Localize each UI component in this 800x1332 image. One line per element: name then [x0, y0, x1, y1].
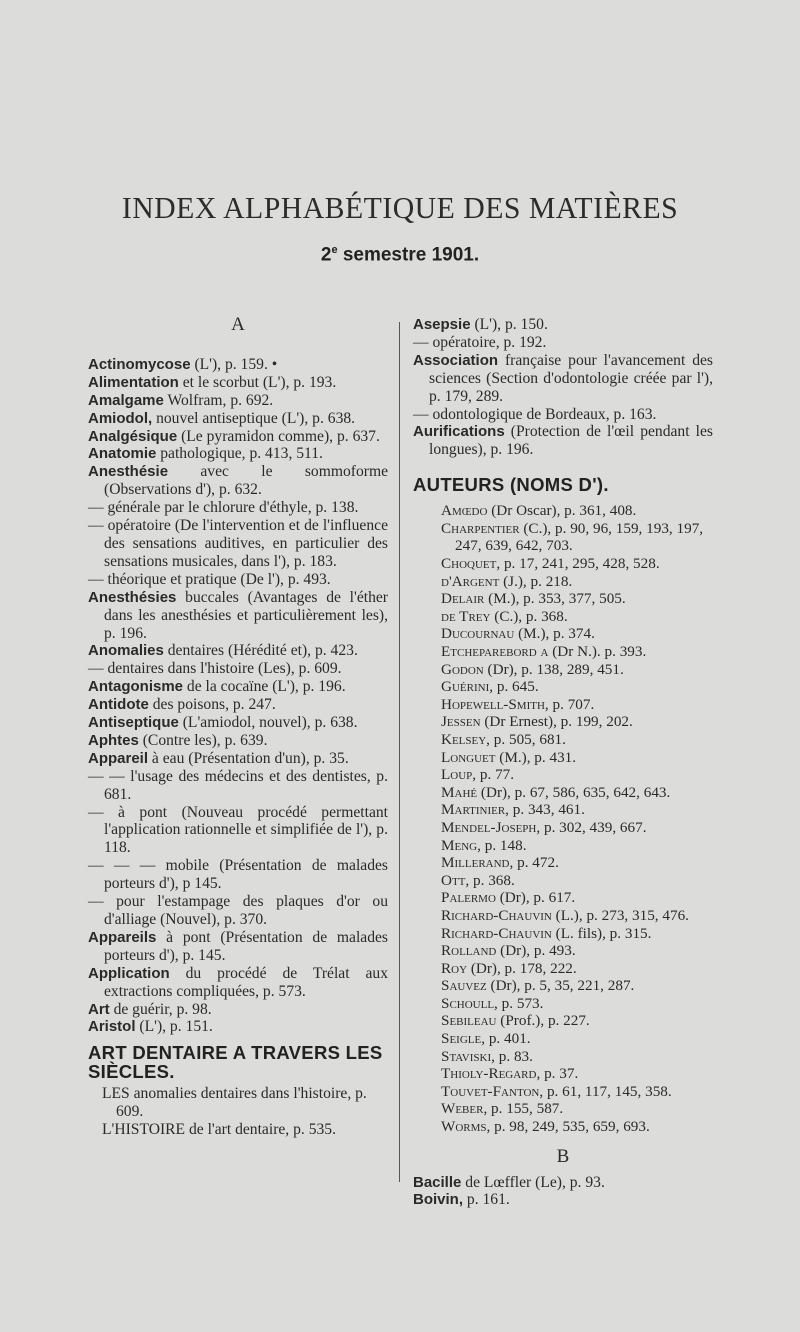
author-entry — [413, 977, 713, 995]
index-entry — [88, 445, 388, 463]
author-entry — [413, 907, 713, 925]
author-pages: p. 155, 587. — [487, 1100, 564, 1118]
author-name: Jessen — [441, 713, 481, 731]
entry-text: avec le sommoforme (Observations d'), p. 632. — [104, 463, 388, 499]
author-pages: (Dr Oscar), p. 361, 408. — [487, 502, 637, 520]
author-entry — [413, 889, 713, 907]
index-entry — [413, 1191, 713, 1209]
right-entries — [413, 316, 713, 459]
author-entry — [413, 801, 713, 819]
index-entry — [88, 517, 388, 571]
entry-headword: Anomalies — [88, 642, 164, 660]
author-entry — [413, 819, 713, 837]
index-entry — [88, 499, 388, 517]
author-name: Schoull, — [441, 994, 498, 1012]
author-name: Guérini, — [441, 678, 494, 696]
entry-headword: Association — [413, 351, 499, 369]
author-pages: (M.), p. 431. — [495, 748, 577, 766]
author-name: Seigle, — [441, 1030, 486, 1048]
author-pages: (Dr Ernest), p. 199, 202. — [480, 713, 633, 731]
author-name: Ott, — [441, 871, 470, 889]
author-entry — [413, 608, 713, 626]
author-pages: (Dr), p. 67, 586, 635, 642, 643. — [477, 783, 671, 801]
entry-headword: Anesthésie — [88, 463, 169, 481]
author-name: Loup, — [441, 766, 477, 784]
entry-text: p. 161. — [463, 1191, 510, 1209]
entry-headword: Aurifications — [413, 423, 505, 441]
author-name: Millerand, — [441, 854, 514, 872]
entry-text: (L'), p. 151. — [135, 1018, 213, 1036]
entry-text: de Lœffler (Le), p. 93. — [461, 1173, 605, 1191]
author-pages: (Dr), p. 617. — [495, 889, 576, 907]
entry-headword: Asepsie — [413, 316, 471, 333]
index-entry — [88, 392, 388, 410]
author-entry — [413, 696, 713, 714]
author-name: Amœdo — [441, 502, 488, 520]
author-pages: p. 343, 461. — [508, 801, 585, 819]
author-pages: p. 77. — [476, 766, 515, 784]
entry-headword: Application — [88, 964, 170, 982]
entry-text: (L'amiodol, nouvel), p. 638. — [178, 714, 358, 732]
entry-headword: Actinomycose — [88, 355, 191, 373]
entry-text: — odontologique de Bordeaux, p. 163. — [413, 405, 657, 423]
author-name: Touvet-Fanton, — [441, 1082, 544, 1100]
entry-text: de la cocaïne (L'), p. 196. — [183, 678, 346, 696]
index-entry — [413, 423, 713, 459]
author-entry — [413, 573, 713, 591]
author-pages: p. 83. — [494, 1047, 533, 1065]
entry-text: à pont (Présentation de malades porteurs d'), p. 145. — [104, 928, 388, 964]
author-pages: p. 573. — [497, 994, 544, 1012]
section-notes — [88, 1085, 388, 1139]
author-pages: (Dr), p. 5, 35, 221, 287. — [486, 977, 635, 995]
author-entry — [413, 925, 713, 943]
author-entry — [413, 1030, 713, 1048]
author-entry — [413, 590, 713, 608]
entry-headword: Art — [88, 1000, 110, 1018]
author-pages: p. 302, 439, 667. — [540, 818, 647, 836]
author-entry — [413, 731, 713, 749]
index-entry — [88, 660, 388, 678]
author-entry — [413, 960, 713, 978]
author-pages: (Dr), p. 178, 222. — [467, 959, 577, 977]
author-name: Delair — [441, 590, 485, 608]
entry-text: — — l'usage des médecins et des dentistes, p. 681. — [88, 767, 388, 803]
entry-text: (Protection de l'œil pendant les longues), p. 196. — [429, 423, 713, 459]
entry-text: (L'), p. 159. • — [190, 355, 278, 373]
author-name: Sauvez — [441, 977, 487, 995]
entry-headword: Bacille — [413, 1173, 462, 1191]
author-name: Godon — [441, 660, 484, 678]
entry-text: — pour l'estampage des plaques d'or ou d'alliage (Nouvel), p. 370. — [88, 893, 388, 928]
index-entry — [88, 589, 388, 643]
entry-text: — dentaires dans l'histoire (Les), p. 609. — [88, 660, 342, 678]
author-pages: (J.), p. 218. — [499, 572, 573, 590]
index-entry — [88, 929, 388, 965]
entry-text: pathologique, p. 413, 511. — [156, 445, 323, 463]
author-entry — [413, 1048, 713, 1066]
index-entry — [88, 965, 388, 1001]
author-name: Roy — [441, 959, 468, 977]
author-name: Mendel-Joseph, — [441, 818, 541, 836]
author-name: Longuet — [441, 748, 496, 766]
author-pages: p. 17, 241, 295, 428, 528. — [500, 555, 660, 573]
author-pages: p. 401. — [485, 1030, 531, 1048]
index-entry — [88, 428, 388, 446]
section-heading-art-dentaire: ART DENTAIRE A TRAVERS LES SIÈCLES. — [88, 1042, 383, 1083]
entry-text: dentaires (Hérédité et), p. 423. — [163, 642, 358, 660]
author-entry — [413, 678, 713, 696]
author-entry — [413, 520, 713, 555]
author-name: Palermo — [441, 889, 496, 907]
author-name: Richard-Chauvin — [441, 906, 552, 924]
index-entry — [88, 356, 388, 374]
index-entry — [88, 804, 388, 858]
author-entry — [413, 872, 713, 890]
author-pages: p. 472. — [513, 854, 559, 872]
index-entry — [413, 406, 713, 424]
index-entry — [88, 893, 388, 929]
author-name: Sebileau — [441, 1012, 497, 1030]
entry-text: — opératoire, p. 192. — [413, 333, 547, 351]
entry-text: à eau (Présentation d'un), p. 35. — [148, 749, 349, 767]
author-pages: p. 645. — [493, 678, 539, 696]
author-pages: (C.), p. 368. — [490, 607, 568, 625]
entry-headword: Amalgame — [88, 391, 164, 409]
author-entry — [413, 1083, 713, 1101]
index-entry — [413, 352, 713, 406]
index-entry — [413, 334, 713, 352]
author-name: Thioly-Regard, — [441, 1065, 541, 1083]
index-entry — [88, 374, 388, 392]
index-entry — [88, 678, 388, 696]
author-entry — [413, 784, 713, 802]
index-entry — [88, 714, 388, 732]
page-title: INDEX ALPHABÉTIQUE DES MATIÈRES — [121, 190, 679, 225]
author-pages: p. 37. — [540, 1065, 579, 1083]
entry-text: et le scorbut (L'), p. 193. — [178, 373, 337, 391]
entry-headword: Antiseptique — [88, 714, 179, 732]
entry-headword: Appareils — [88, 928, 157, 946]
entry-text: des poisons, p. 247. — [148, 696, 276, 714]
author-name: Worms, — [441, 1118, 491, 1136]
author-entry — [413, 1065, 713, 1083]
entry-headword: Antagonisme — [88, 678, 184, 696]
author-pages: (M.), p. 374. — [514, 625, 595, 643]
author-pages: p. 707. — [548, 695, 595, 713]
author-name: Rolland — [441, 942, 497, 960]
author-entry — [413, 502, 713, 520]
author-entry — [413, 766, 713, 784]
index-entry — [88, 642, 388, 660]
section-note: L'HISTOIRE de l'art dentaire, p. 535. — [102, 1121, 336, 1139]
author-entry — [413, 1012, 713, 1030]
author-pages: p. 61, 117, 145, 358. — [543, 1082, 672, 1100]
author-entry — [413, 1118, 713, 1136]
entry-text: buccales (Avantages de l'éther dans les anesthésies et particulièrement les), p. 196. — [104, 588, 388, 642]
entry-headword: Appareil — [88, 749, 149, 767]
index-entry — [88, 768, 388, 804]
author-pages: (L. fils), p. 315. — [551, 924, 652, 942]
author-pages: (Dr), p. 493. — [496, 942, 576, 960]
entry-text: — à pont (Nouveau procédé permettant l'application rationnelle et simplifiée de l'), p. 118. — [88, 803, 388, 857]
author-pages: (Dr), p. 138, 289, 451. — [483, 660, 624, 678]
author-pages: (L.), p. 273, 315, 476. — [551, 906, 689, 924]
section-note: LES anomalies dentaires dans l'histoire, p. 609. — [102, 1085, 367, 1121]
author-name: Richard-Chauvin — [441, 924, 552, 942]
author-name: Martinier, — [441, 801, 509, 819]
author-pages: p. 148. — [480, 836, 527, 854]
entry-text: (Contre les), p. 639. — [138, 731, 268, 749]
entry-text: (Le pyramidon comme), p. 637. — [177, 427, 380, 445]
author-entry — [413, 1100, 713, 1118]
entry-text: Wolfram, p. 692. — [163, 391, 274, 409]
author-entry — [413, 661, 713, 679]
page-subtitle: 2e semestre 1901. — [320, 244, 480, 266]
entry-text: — théorique et pratique (De l'), p. 493. — [88, 570, 331, 588]
entry-text: de guérir, p. 98. — [109, 1000, 212, 1018]
index-entry — [88, 732, 388, 750]
index-entry — [88, 696, 388, 714]
author-pages: (C.), p. 90, 96, 159, 193, 197, 247, 639, 642, 703. — [455, 519, 704, 555]
author-name: Weber, — [441, 1100, 488, 1118]
author-entry — [413, 854, 713, 872]
author-name: Kelsey, — [441, 730, 490, 748]
entry-headword: Amiodol, — [88, 409, 153, 427]
author-name: de Trey — [441, 607, 491, 625]
index-entry — [88, 1001, 388, 1019]
author-entry — [413, 643, 713, 661]
author-pages: p. 98, 249, 535, 659, 693. — [490, 1118, 650, 1136]
author-entry — [413, 995, 713, 1013]
authors-list — [413, 502, 713, 1135]
author-pages: (Dr N.). p. 393. — [548, 643, 647, 660]
entry-text: — opératoire (De l'intervention et de l'influence des sensations auditives, en particulier des sensations musicales, dans l'), p. 183. — [88, 517, 388, 570]
entry-headword: Analgésique — [88, 427, 178, 445]
index-entry — [413, 316, 713, 334]
entry-text: du procédé de Trélat aux extractions compliquées, p. 573. — [104, 964, 388, 1000]
section-letter-b: B — [556, 1145, 570, 1167]
author-name: Meng, — [441, 836, 481, 854]
left-column — [88, 316, 388, 1139]
entry-text: — générale par le chlorure d'éthyle, p. 138. — [88, 499, 359, 517]
entry-text: (L'), p. 150. — [470, 316, 548, 333]
entry-headword: Anatomie — [88, 445, 157, 463]
author-name: Charpentier — [441, 519, 520, 537]
author-pages: p. 505, 681. — [489, 730, 566, 748]
author-entry — [413, 942, 713, 960]
author-name: Ducournau — [441, 625, 515, 643]
entry-headword: Boivin, — [413, 1191, 464, 1209]
index-entry — [88, 463, 388, 499]
author-pages: (M.), p. 353, 377, 505. — [484, 590, 626, 608]
b-entries — [413, 1174, 713, 1210]
author-pages: (Prof.), p. 227. — [496, 1012, 590, 1030]
entry-headword: Anesthésies — [88, 588, 177, 606]
author-entry — [413, 837, 713, 855]
entry-text: française pour l'avancement des sciences (Section d'odontologie créée par l'), p. 179, 289. — [429, 351, 713, 405]
entry-headword: Antidote — [88, 696, 149, 714]
author-entry — [413, 749, 713, 767]
author-name: Staviski, — [441, 1047, 495, 1065]
section-letter-a: A — [231, 314, 245, 335]
author-name: Hopewell-Smith, — [441, 695, 549, 713]
index-entry — [88, 571, 388, 589]
author-name: d'Argent — [441, 572, 500, 590]
column-divider — [399, 322, 400, 1182]
index-entry — [88, 750, 388, 768]
left-entries — [88, 356, 388, 1036]
entry-text: nouvel antiseptique (L'), p. 638. — [152, 409, 356, 427]
author-name: Mahé — [441, 783, 478, 801]
index-entry — [413, 1174, 713, 1192]
index-entry — [88, 1018, 388, 1036]
index-entry — [88, 857, 388, 893]
entry-headword: Alimentation — [88, 373, 179, 391]
author-name: Etcheparebord a — [441, 643, 549, 660]
author-name: Choquet, — [441, 555, 501, 573]
author-entry — [413, 625, 713, 643]
author-entry — [413, 555, 713, 573]
author-entry — [413, 713, 713, 731]
section-heading-auteurs: AUTEURS (NOMS D'). — [413, 474, 609, 496]
entry-headword: Aristol — [88, 1018, 136, 1036]
entry-headword: Aphtes — [88, 731, 139, 749]
author-pages: p. 368. — [469, 871, 515, 889]
entry-text: — — — mobile (Présentation de malades porteurs d'), p 145. — [88, 857, 388, 893]
right-column — [413, 316, 713, 1209]
index-entry — [88, 410, 388, 428]
